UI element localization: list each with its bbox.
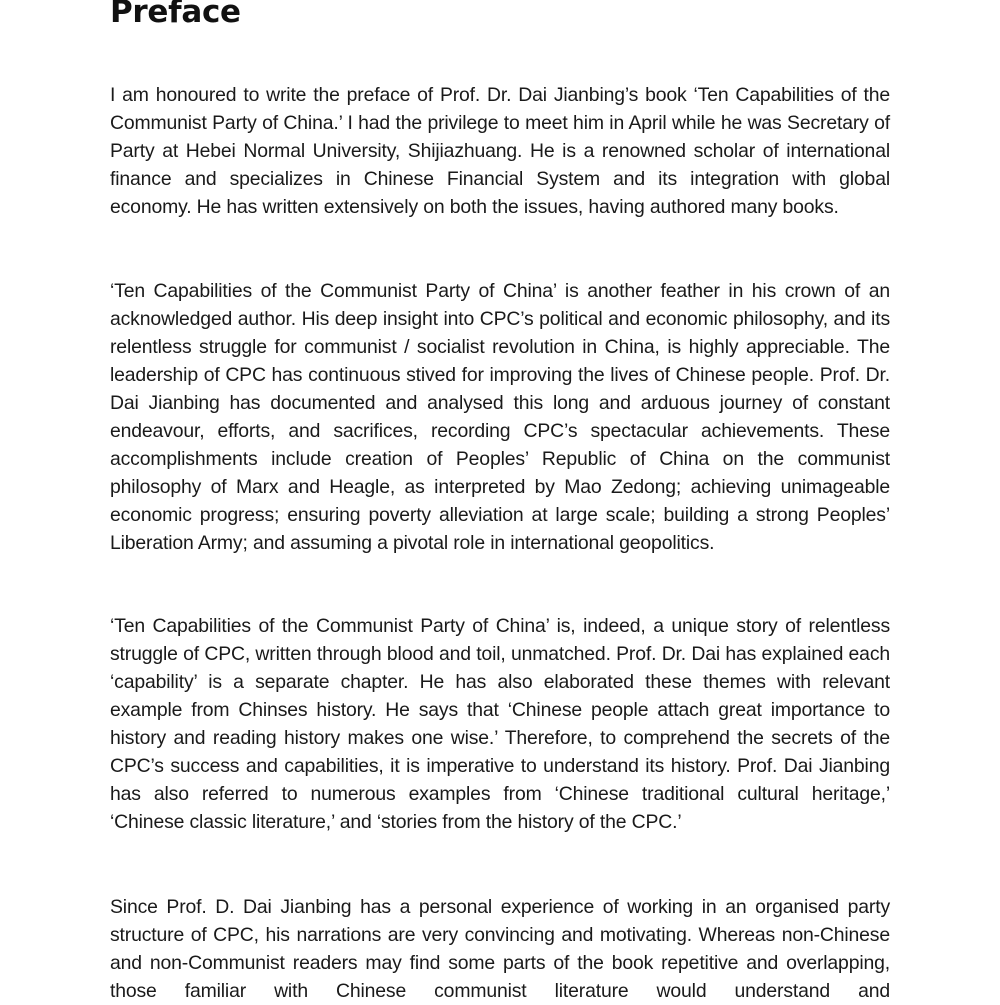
paragraph-2: ‘Ten Capabilities of the Communist Party of China’ is another feather in his crown of an acknowledged author. His deep insight into CPC’s political and economic philosophy, and its relentless struggle for communist / socialist revolution in China, is highly appreciable. The leadership of CPC has continuous stived for improving the lives of Chinese people. Prof. Dr. Dai Jianbing has documented and analysed this long and arduous journey of constant endeavour, efforts, and sacrifices, recording CPC’s spectacular achievements. These accomplishments include creation of Peoples’ Republic of China on the communist philosophy of Marx and Heagle, as interpreted by Mao Zedong; achieving unimageable economic progress; ensuring poverty alleviation at large scale; building a strong Peoples’ Liberation Army; and assuming a pivotal role in international geopolitics. (110, 280, 890, 554)
paragraph-4: Since Prof. D. Dai Jianbing has a personal experience of working in an organised party structure of CPC, his narrations are very convincing and motivating. Whereas non-Chinese and non-Communist readers may find some parts of the book repetitive and overlapping, those familiar with Chinese communist literature would understand and (110, 896, 890, 1002)
paragraph-1: I am honoured to write the preface of Prof. Dr. Dai Jianbing’s book ‘Ten Capabilities of the Communist Party of China.’ I had the privilege to meet him in April while he was Secretary of Party at Hebei Normal University, Shijiazhuang. He is a renowned scholar of international finance and specializes in Chinese Financial System and its integration with global economy. He has written extensively on both the issues, having authored many books. (110, 84, 890, 218)
page-title: Preface (110, 0, 241, 30)
document-page (110, 0, 890, 1002)
paragraph-3: ‘Ten Capabilities of the Communist Party of China’ is, indeed, a unique story of relentless struggle of CPC, written through blood and toil, unmatched. Prof. Dr. Dai has explained each ‘capability’ is a separate chapter. He has also elaborated these themes with relevant example from Chinses history. He says that ‘Chinese people attach great importance to history and reading history makes one wise.’ Therefore, to comprehend the secrets of the CPC’s success and capabilities, it is imperative to understand its history. Prof. Dai Jianbing has also referred to numerous examples from ‘Chinese traditional cultural heritage,’ ‘Chinese classic literature,’ and ‘stories from the history of the CPC.’ (110, 615, 890, 833)
